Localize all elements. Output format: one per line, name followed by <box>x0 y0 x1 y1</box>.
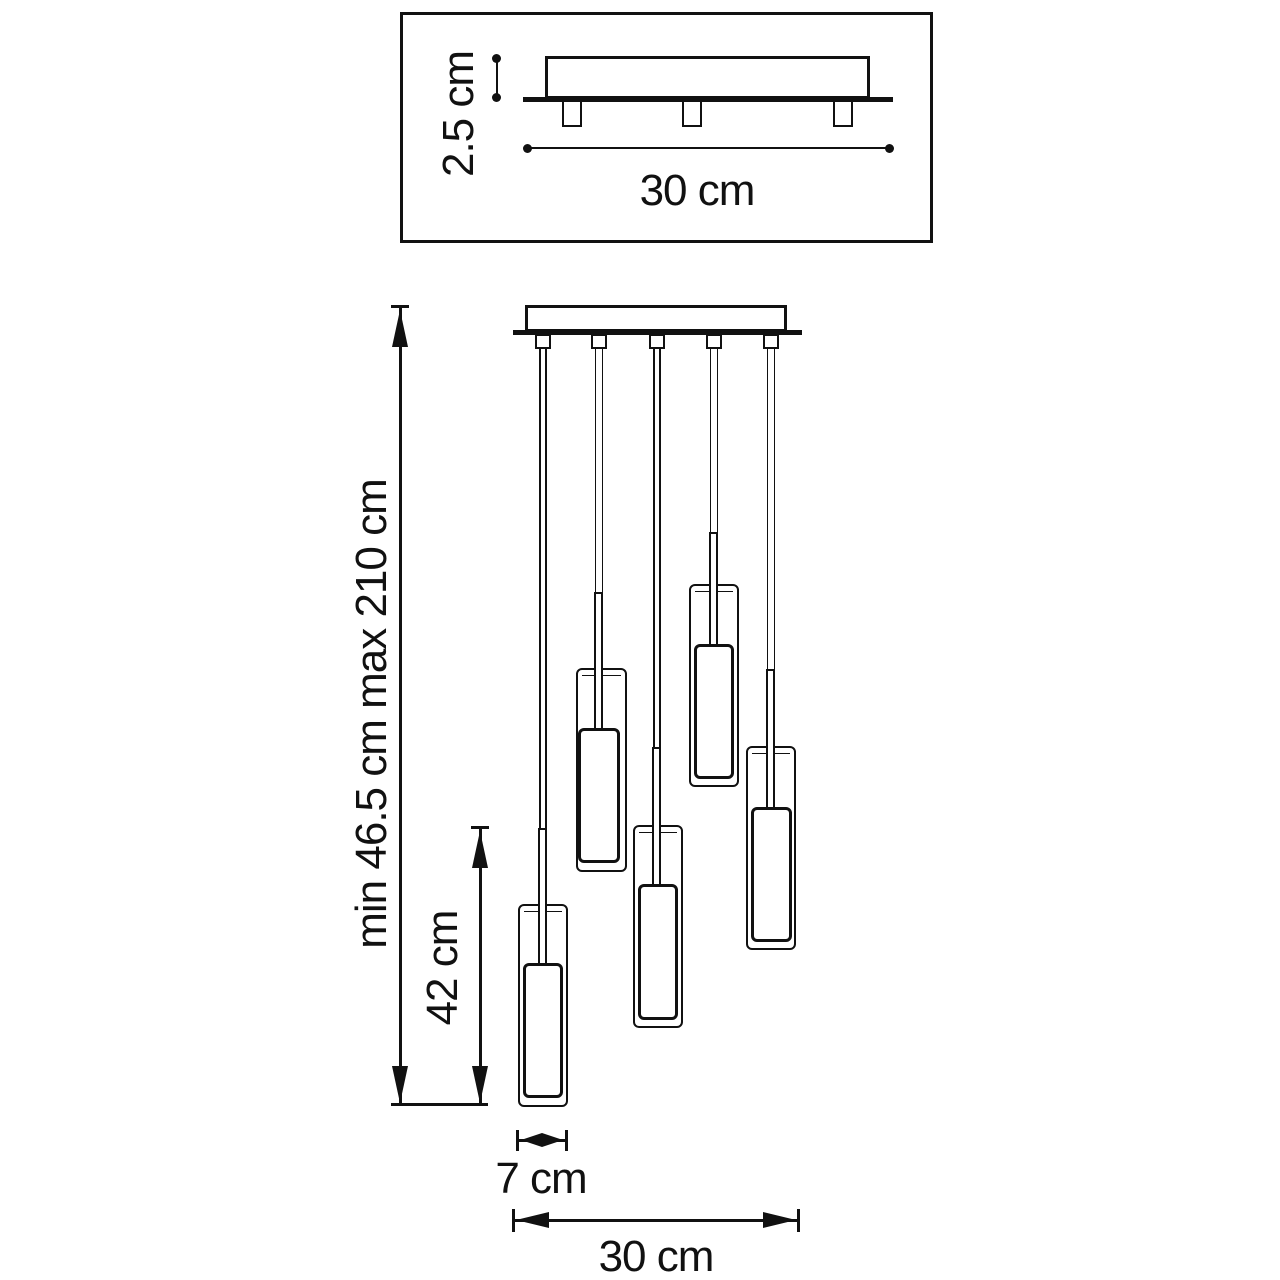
shade-width-arrow-right <box>542 1133 563 1147</box>
suspension-cord <box>710 349 718 534</box>
detail-width-label: 30 cm <box>639 166 755 215</box>
dim-endpoint-dot <box>492 93 501 102</box>
detail-canopy-tab <box>562 99 582 127</box>
dim-endpoint-dot <box>885 144 894 153</box>
canopy-width-label: 30 cm <box>598 1232 714 1280</box>
drop-height-label: 42 cm <box>418 910 467 1026</box>
dim-endpoint-dot <box>523 144 532 153</box>
suspension-cord <box>595 349 603 594</box>
shade-width-arrow-left <box>521 1133 542 1147</box>
canopy-connector <box>706 334 722 349</box>
overall-height-arrow-up <box>392 310 408 347</box>
pendant-diffuser <box>638 884 678 1020</box>
suspension-cord <box>767 349 775 671</box>
pendant-diffuser <box>694 644 734 779</box>
pendant-rod <box>709 532 718 646</box>
detail-canopy-tab <box>682 99 702 127</box>
canopy-connector <box>591 334 607 349</box>
overall-height-label: min 46.5 cm max 210 cm <box>347 479 396 949</box>
suspension-cord <box>539 349 547 830</box>
suspension-cord <box>653 349 661 749</box>
detail-canopy-plate <box>523 97 893 102</box>
detail-height-label: 2.5 cm <box>434 50 483 178</box>
main-canopy-body <box>525 305 787 332</box>
canopy-connector <box>763 334 779 349</box>
canopy-width-dim-line <box>514 1219 799 1222</box>
bottom-baseline <box>391 1103 488 1106</box>
detail-canopy-body <box>545 56 870 99</box>
canopy-width-arrow-left <box>516 1212 549 1228</box>
canopy-connector <box>649 334 665 349</box>
detail-width-dim-line <box>527 147 889 149</box>
drop-height-arrow-up <box>472 831 488 868</box>
pendant-diffuser <box>578 728 620 863</box>
shade-width-label: 7 cm <box>495 1154 587 1203</box>
canopy-connector <box>535 334 551 349</box>
drop-height-dim-line <box>479 828 482 1105</box>
pendant-rod <box>766 669 775 809</box>
detail-height-dim-line <box>496 58 498 98</box>
pendant-diffuser <box>523 963 563 1098</box>
pendant-rod <box>538 828 547 965</box>
pendant-rod <box>594 592 603 730</box>
pendant-rod <box>652 747 661 886</box>
canopy-width-arrow-right <box>763 1212 796 1228</box>
dim-endpoint-dot <box>492 54 501 63</box>
pendant-diffuser <box>751 807 792 942</box>
detail-canopy-tab <box>833 99 853 127</box>
overall-height-arrow-down <box>392 1066 408 1103</box>
drop-height-arrow-down <box>472 1066 488 1103</box>
overall-height-dim-line <box>399 307 402 1105</box>
